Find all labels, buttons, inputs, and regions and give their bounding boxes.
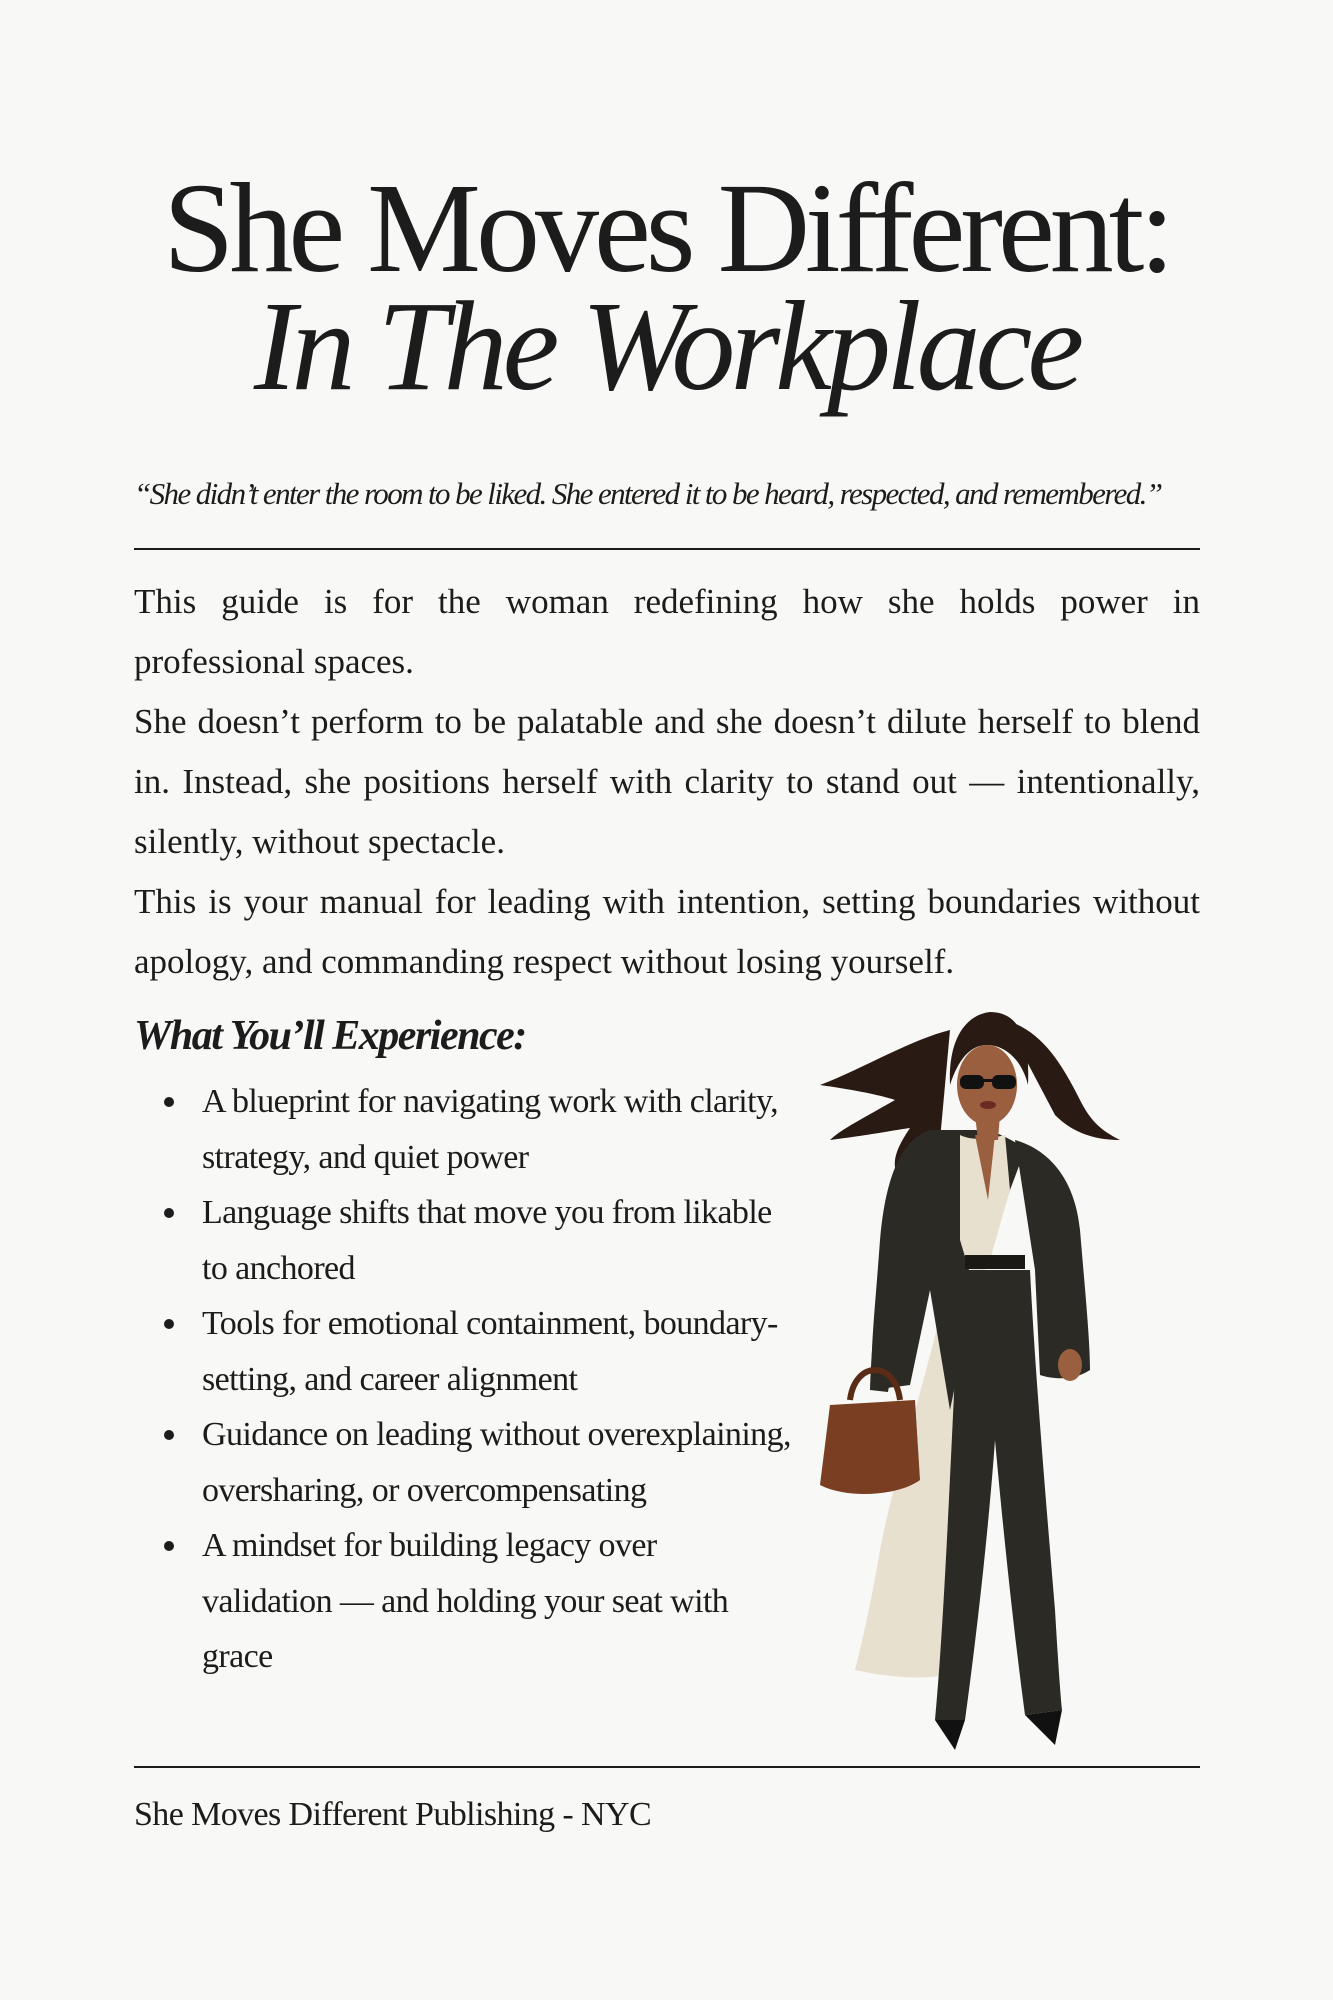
list-item [134,1185,794,1296]
bullet-icon [164,1097,174,1107]
list-item-text: Language shifts that move you from likable to anchored [202,1194,772,1287]
sunglasses-bridge [983,1079,993,1082]
page-title: She Moves Different: [163,157,1170,299]
epigraph-quote: “She didn’t enter the room to be liked. She entered it to be heard, respected, and remembered.” [134,476,1162,511]
list-item [134,1518,794,1685]
intro-text [134,572,1200,992]
intro-paragraph: This guide is for the woman redefining how she holds power in professional spaces. [134,582,1200,681]
publisher-footer: She Moves Different Publishing - NYC [134,1796,652,1833]
intro-paragraph: This is your manual for leading with intention, setting boundaries without apology, and commanding respect without losing yourself. [134,882,1200,981]
intro-paragraph: She doesn’t perform to be palatable and she doesn’t dilute herself to blend in. Instead, she positions herself with clarity to stand out — intentionally, silently, without spectacle. [134,702,1200,861]
list-item-text: Guidance on leading without overexplaining, oversharing, or overcompensating [202,1416,791,1509]
list-item-text: A blueprint for navigating work with clarity, strategy, and quiet power [202,1083,779,1176]
right-shoe [1025,1710,1062,1745]
neck [975,1115,1000,1140]
section-heading: What You’ll Experience: [134,1013,526,1059]
sunglasses-right [992,1075,1016,1089]
divider-bottom [134,1766,1200,1768]
page-subtitle: In The Workplace [253,275,1080,417]
woman-walking-illustration [800,990,1170,1770]
bullet-icon [164,1541,174,1551]
left-shoe [935,1720,965,1750]
list-item-text: Tools for emotional containment, boundary-setting, and career alignment [202,1305,778,1398]
bullet-icon [164,1208,174,1218]
belt [965,1255,1025,1269]
list-item [134,1074,794,1185]
right-hand [1058,1349,1082,1381]
bullet-icon [164,1319,174,1329]
divider-top [134,548,1200,550]
list-item-text: A mindset for building legacy over validation — and holding your seat with grace [202,1527,729,1675]
lips [980,1101,996,1109]
list-item [134,1296,794,1407]
handbag [820,1400,920,1494]
bullet-icon [164,1430,174,1440]
list-item [134,1407,794,1518]
sunglasses-left [960,1075,984,1089]
experience-list [134,1074,794,1685]
